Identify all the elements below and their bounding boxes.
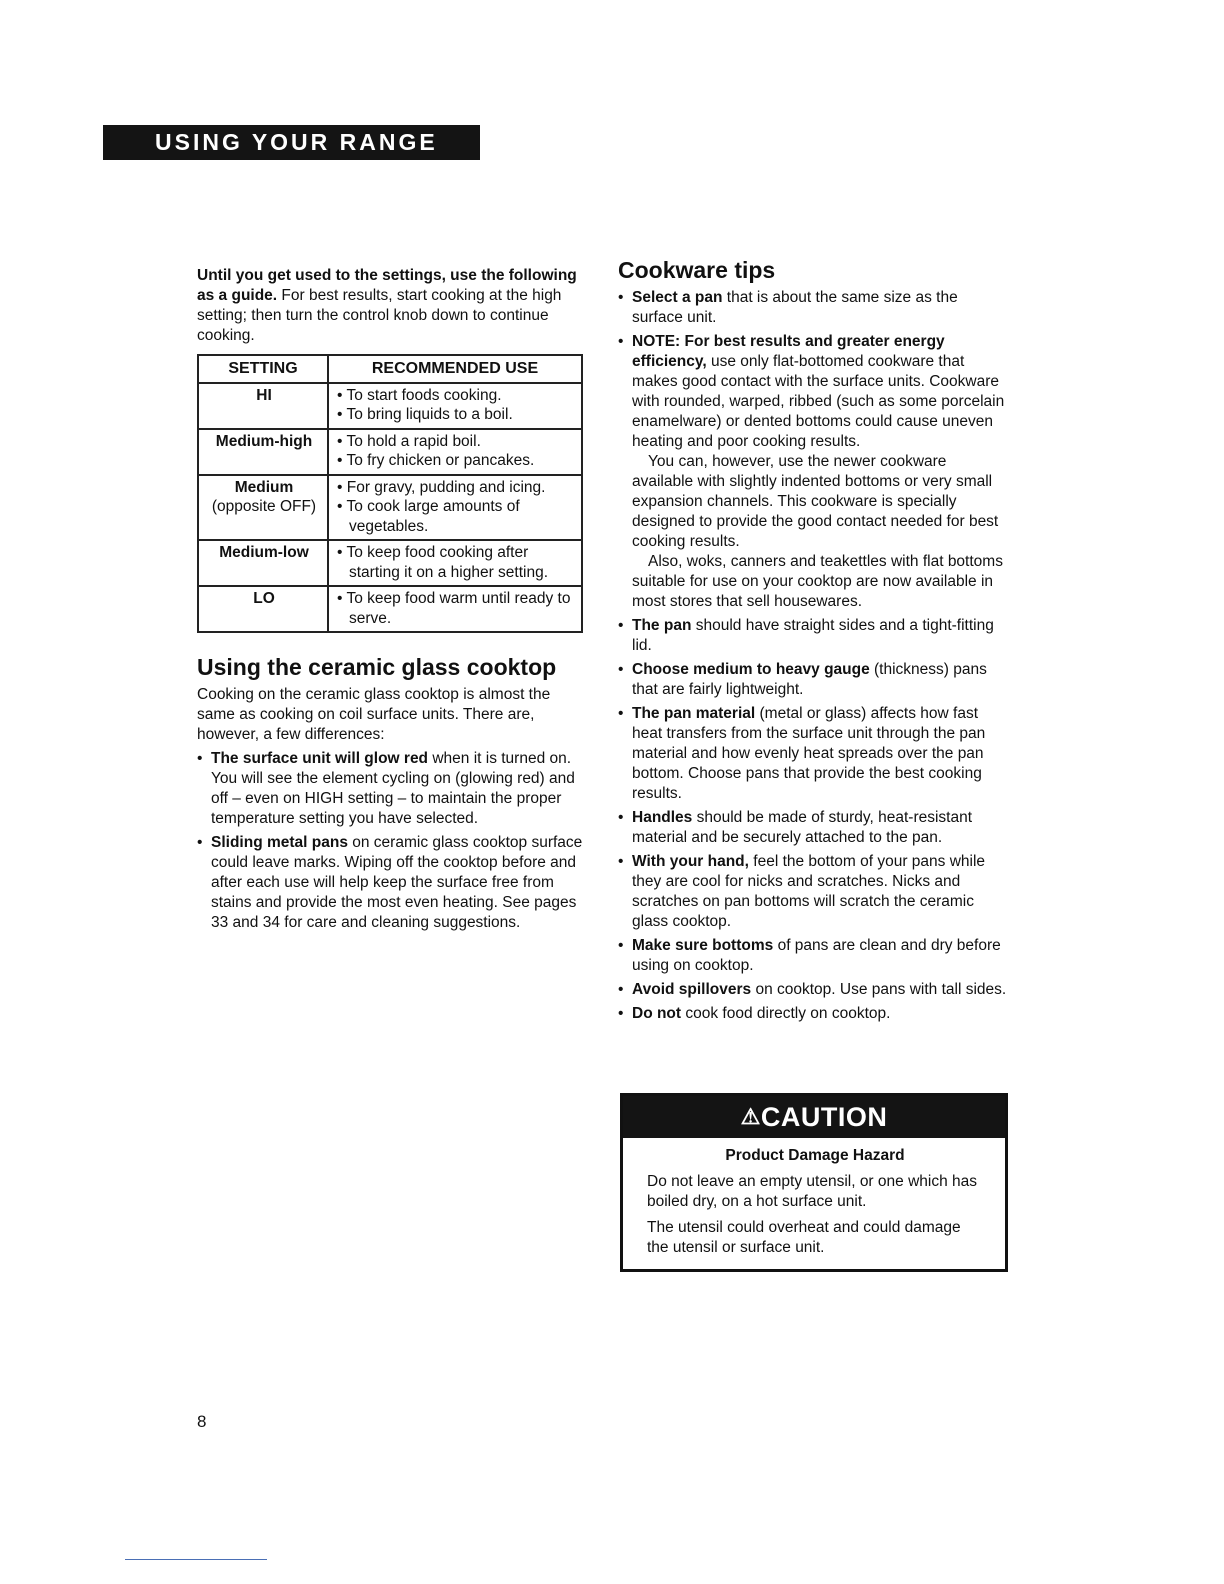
warning-triangle-icon: ⚠ bbox=[740, 1104, 761, 1129]
bullet-text: should have straight sides and a tight-fitting lid. bbox=[632, 617, 994, 654]
list-item bbox=[618, 936, 1008, 976]
bullet-text: on ceramic glass cooktop surface could leave marks. Wiping off the cooktop before and after each use will help keep the surface free from stains and provide the most even heating. See pages 33 and 34 for care and cleaning suggestions. bbox=[211, 834, 583, 931]
use-line: • To keep food warm until ready to serve. bbox=[337, 590, 571, 627]
bullet-dot: • bbox=[197, 750, 203, 767]
bullet-dot: • bbox=[618, 705, 624, 722]
use-line: • To fry chicken or pancakes. bbox=[337, 452, 535, 469]
bullet-text: (thickness) pans that are fairly lightweight. bbox=[632, 661, 987, 698]
page-number: 8 bbox=[197, 1412, 207, 1431]
bullet-dot: • bbox=[618, 809, 624, 826]
setting-name: Medium bbox=[234, 478, 294, 496]
intro-paragraph bbox=[197, 266, 587, 346]
use-cell bbox=[328, 429, 582, 475]
setting-cell bbox=[198, 586, 328, 632]
setting-name: Medium-high bbox=[215, 432, 313, 450]
setting-cell bbox=[198, 383, 328, 429]
table-row bbox=[198, 540, 582, 586]
bullet-bold: Avoid spillovers bbox=[632, 981, 752, 998]
bullet-dot: • bbox=[618, 617, 624, 634]
list-item bbox=[618, 288, 1008, 328]
setting-cell bbox=[198, 429, 328, 475]
table-row bbox=[198, 586, 582, 632]
cookware-subparagraph: You can, however, use the newer cookware available with slightly indented bottoms or very small expansion channels. This cookware is specially designed to provide the good contact needed for best cooking results. bbox=[632, 453, 999, 550]
use-line: • To keep food cooking after starting it on a higher setting. bbox=[337, 544, 549, 581]
cookware-bullet-list bbox=[618, 288, 1008, 452]
list-item bbox=[197, 749, 587, 829]
bullet-text: should be made of sturdy, heat-resistant material and be securely attached to the pan. bbox=[632, 809, 973, 846]
table-row bbox=[198, 429, 582, 475]
caution-subtitle: Product Damage Hazard bbox=[725, 1147, 905, 1164]
caution-header bbox=[623, 1096, 1005, 1138]
bullet-text: when it is turned on. You will see the element cycling on (glowing red) and off – even on HIGH setting – to maintain the proper temperature setting you have selected. bbox=[211, 750, 575, 827]
column-header-setting: SETTING bbox=[198, 355, 328, 383]
bullet-text: that is about the same size as the surface unit. bbox=[632, 289, 958, 326]
intro-text: For best results, start cooking at the high setting; then turn the control knob down to continue cooking. bbox=[197, 287, 562, 344]
bullet-bold: NOTE: For best results and greater energy efficiency, bbox=[632, 333, 945, 370]
table-row bbox=[198, 475, 582, 541]
bullet-dot: • bbox=[618, 289, 624, 306]
setting-name: LO bbox=[253, 590, 275, 607]
bullet-dot: • bbox=[618, 937, 624, 954]
setting-note: (opposite OFF) bbox=[211, 498, 317, 515]
settings-table-header-row bbox=[198, 355, 582, 383]
left-column bbox=[197, 266, 587, 937]
use-cell bbox=[328, 540, 582, 586]
footer-divider bbox=[125, 1559, 267, 1560]
caution-title: CAUTION bbox=[760, 1102, 888, 1132]
use-line: • To bring liquids to a boil. bbox=[337, 406, 513, 423]
cookware-tips-title: Cookware tips bbox=[618, 257, 776, 283]
list-item bbox=[618, 980, 1008, 1000]
list-item bbox=[197, 833, 587, 933]
use-cell bbox=[328, 586, 582, 632]
use-line: • For gravy, pudding and icing. bbox=[337, 478, 546, 496]
bullet-bold: Do not bbox=[632, 1005, 682, 1022]
caution-text: The utensil could overheat and could damage the utensil or surface unit. bbox=[647, 1219, 961, 1256]
setting-name: Medium-low bbox=[219, 544, 309, 561]
use-cell bbox=[328, 383, 582, 429]
bullet-text: feel the bottom of your pans while they are cool for nicks and scratches. Nicks and scratches on pan bottoms will scratch the ceramic glass cooktop. bbox=[632, 853, 986, 930]
bullet-bold: Handles bbox=[632, 809, 693, 826]
use-line: • To start foods cooking. bbox=[337, 386, 502, 404]
setting-name: HI bbox=[256, 386, 272, 404]
bullet-dot: • bbox=[618, 981, 624, 998]
bullet-bold: The surface unit will glow red bbox=[211, 750, 429, 767]
bullet-bold: Select a pan bbox=[632, 289, 723, 306]
list-item bbox=[618, 852, 1008, 932]
bullet-dot: • bbox=[618, 853, 624, 870]
settings-table bbox=[197, 354, 583, 633]
intro-bold: Until you get used to the settings, use the following as a guide. bbox=[197, 267, 577, 304]
bullet-bold: Make sure bottoms bbox=[632, 937, 774, 954]
bullet-text: use only flat-bottomed cookware that makes good contact with the surface units. Cookware with rounded, warped, ribbed (such as some porcelain enamelware) or dented bottoms could cause uneven heating and poor cooking results. bbox=[632, 353, 1005, 450]
bullet-dot: • bbox=[618, 1005, 624, 1022]
bullet-bold: Choose medium to heavy gauge bbox=[632, 661, 870, 678]
list-item bbox=[618, 660, 1008, 700]
ceramic-section-title: Using the ceramic glass cooktop bbox=[197, 654, 557, 680]
bullet-text: cook food directly on cooktop. bbox=[681, 1005, 891, 1022]
bullet-bold: The pan material bbox=[632, 705, 756, 722]
bullet-bold: With your hand, bbox=[632, 853, 749, 870]
ceramic-intro: Cooking on the ceramic glass cooktop is almost the same as cooking on coil surface units. There are, however, a few differences: bbox=[197, 686, 551, 743]
section-header: USING YOUR RANGE bbox=[103, 125, 480, 160]
bullet-text: of pans are clean and dry before using on cooktop. bbox=[632, 937, 1001, 974]
list-item bbox=[618, 616, 1008, 656]
caution-text: Do not leave an empty utensil, or one which has boiled dry, on a hot surface unit. bbox=[647, 1173, 977, 1210]
list-item bbox=[618, 332, 1008, 452]
column-header-recommended-use: RECOMMENDED USE bbox=[328, 355, 582, 383]
caution-box bbox=[620, 1093, 1008, 1272]
use-line: • To cook large amounts of vegetables. bbox=[337, 498, 520, 535]
use-cell bbox=[328, 475, 582, 541]
ceramic-bullet-list bbox=[197, 749, 587, 933]
setting-cell bbox=[198, 540, 328, 586]
caution-body bbox=[623, 1138, 1005, 1258]
bullet-bold: Sliding metal pans bbox=[211, 834, 348, 851]
list-item bbox=[618, 1004, 1008, 1024]
use-line: • To hold a rapid boil. bbox=[337, 432, 481, 450]
bullet-text: (metal or glass) affects how fast heat transfers from the surface unit through the pan material and how evenly heat spreads over the pan bottom. Choose pans that provide the best cooking results. bbox=[632, 705, 986, 802]
list-item bbox=[618, 808, 1008, 848]
bullet-dot: • bbox=[197, 834, 203, 851]
table-row bbox=[198, 383, 582, 429]
bullet-text: on cooktop. Use pans with tall sides. bbox=[751, 981, 1007, 998]
bullet-dot: • bbox=[618, 661, 624, 678]
right-column bbox=[618, 258, 1008, 1028]
cookware-subparagraph: Also, woks, canners and teakettles with flat bottoms suitable for use on your cooktop are now available in most stores that sell housewares. bbox=[632, 553, 1003, 610]
setting-cell bbox=[198, 475, 328, 541]
cookware-bullet-list-more bbox=[618, 616, 1008, 1024]
bullet-bold: The pan bbox=[632, 617, 692, 634]
list-item bbox=[618, 704, 1008, 804]
bullet-dot: • bbox=[618, 333, 624, 350]
